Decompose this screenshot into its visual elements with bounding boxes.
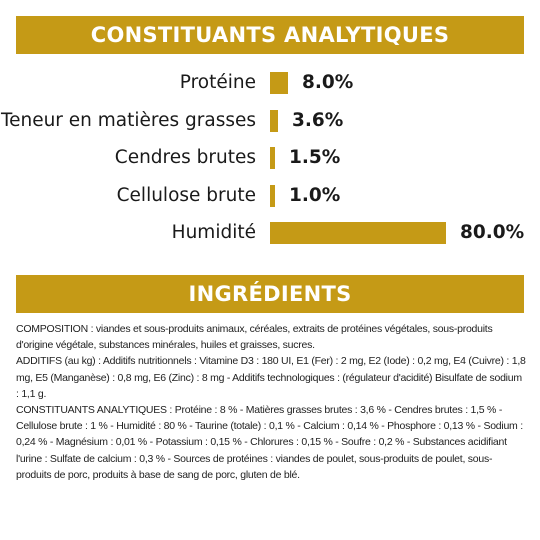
nutrient-bar [270,222,446,244]
analytic-constituents-title: CONSTITUANTS ANALYTIQUES [90,23,450,47]
nutrient-label: Teneur en matières grasses [0,110,256,131]
nutrient-row-moisture [0,218,540,248]
nutrient-label: Cendres brutes [114,147,256,168]
nutrient-value: 1.0% [289,185,341,206]
nutrient-row-ash [0,143,540,173]
nutrient-value: 8.0% [302,72,354,93]
composition-paragraph: COMPOSITION : viandes et sous-produits animaux, céréales, extraits de protéines végétales, sous-produits d'origine végétale, substances minérales, huiles et graisses, sucres. [16,323,493,352]
ingredients-banner [16,275,524,313]
nutrient-bar [270,110,278,132]
nutrient-value: 1.5% [289,147,341,168]
analytic-constituents-paragraph: CONSTITUANTS ANALYTIQUES : Protéine : 8 % - Matières grasses brutes : 3,6 % - Cendres brutes : 1,5 % - Cellulose brute : 1 % - Humidité : 80 % - Taurine (totale) : 0,1 % - Calcium : 0,14 % - Phosphore : 0,13 % - Sodium : 0,24 % - Magnésium : 0,01 % - Potassium : 0,15 % - Chlorures : 0,15 % - Soufre : 0,2 % - Substances acidifiant l'urine : Sulfate de calcium : 0,3 % - Sources de protéines : viandes de poulet, sous-produits de poulet, sous-produits de porc, produits à base de sang de porc, gluten de blé. [16,404,523,481]
nutrient-row-fiber [0,181,540,211]
nutrient-label: Protéine [179,72,256,93]
nutrient-label: Cellulose brute [116,185,256,206]
ingredients-text [16,321,526,483]
ingredients-title: INGRÉDIENTS [188,282,352,306]
nutrient-row-fat [0,106,540,136]
nutrient-value: 80.0% [460,222,525,243]
nutrient-bar [270,72,288,94]
nutrient-bar [270,185,275,207]
nutrient-value: 3.6% [292,110,344,131]
nutrient-bar [270,147,275,169]
analytic-constituents-banner [16,16,524,54]
nutrient-row-protein [0,68,540,98]
additives-paragraph: ADDITIFS (au kg) : Additifs nutritionnels : Vitamine D3 : 180 UI, E1 (Fer) : 2 mg, E2 (Iode) : 0,2 mg, E4 (Cuivre) : 1,8 mg, E5 (Manganèse) : 0,8 mg, E6 (Zinc) : 8 mg - Additifs technologiques : (régulateur d'acidité) Bisulfate de sodium : 1,1 g. [16,355,526,400]
nutrient-label: Humidité [171,222,256,243]
